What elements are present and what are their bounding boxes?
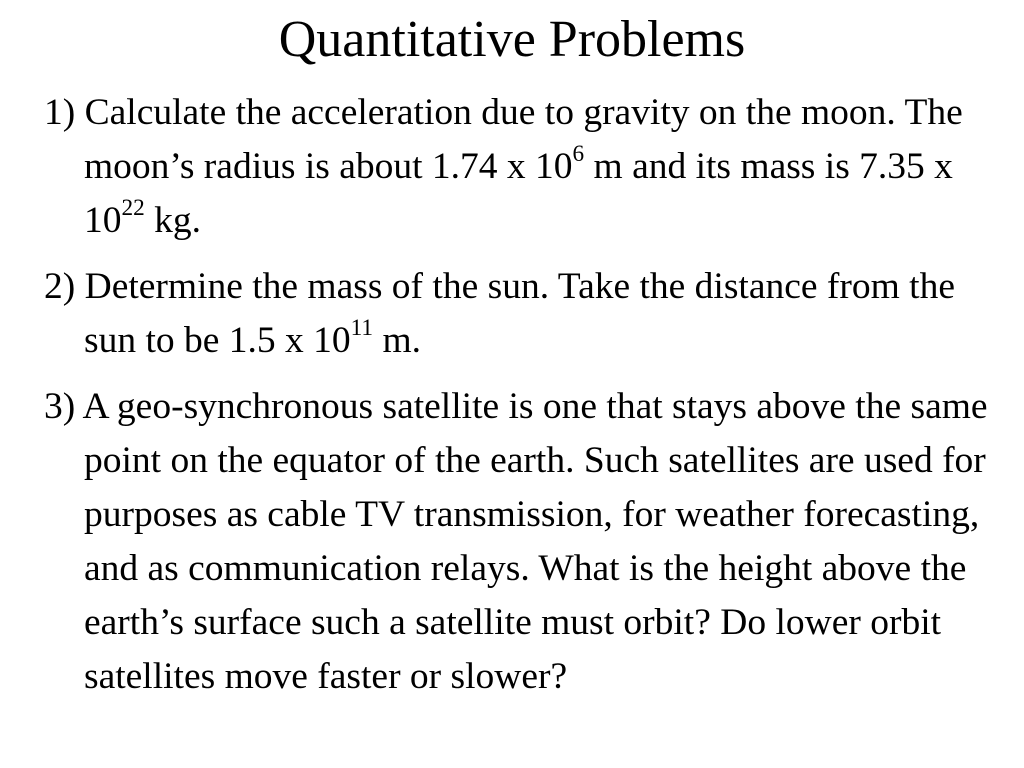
problem-2-text-a: 2) Determine the mass of the sun. Take the distance from the sun to be 1.5 x 10	[44, 266, 955, 361]
problem-1-text-b: m and its mass is 7.35 x 10	[84, 146, 953, 241]
problem-1-exponent-radius: 6	[572, 141, 585, 168]
problem-1-text-c: kg.	[144, 200, 201, 241]
problem-list	[44, 86, 1004, 716]
problem-1-exponent-mass: 22	[121, 195, 145, 222]
problem-2-exponent-distance: 11	[350, 315, 374, 342]
problem-2	[44, 260, 1004, 368]
problem-2-text-b: m.	[373, 320, 421, 361]
problem-1-text-a: 1) Calculate the acceleration due to gravity on the moon. The moon’s radius is about 1.74 x 10	[44, 92, 963, 187]
problem-3	[44, 380, 1004, 704]
problem-3-text: 3) A geo-synchronous satellite is one that stays above the same point on the equator of the earth. Such satellites are used for purposes as cable TV transmission, for weather forecasting, and as communication relays. What is the height above the earth’s surface such a satellite must orbit? Do lower orbit satellites move faster or slower?	[44, 386, 988, 697]
problem-1	[44, 86, 1004, 248]
slide-title: Quantitative Problems	[278, 11, 746, 68]
